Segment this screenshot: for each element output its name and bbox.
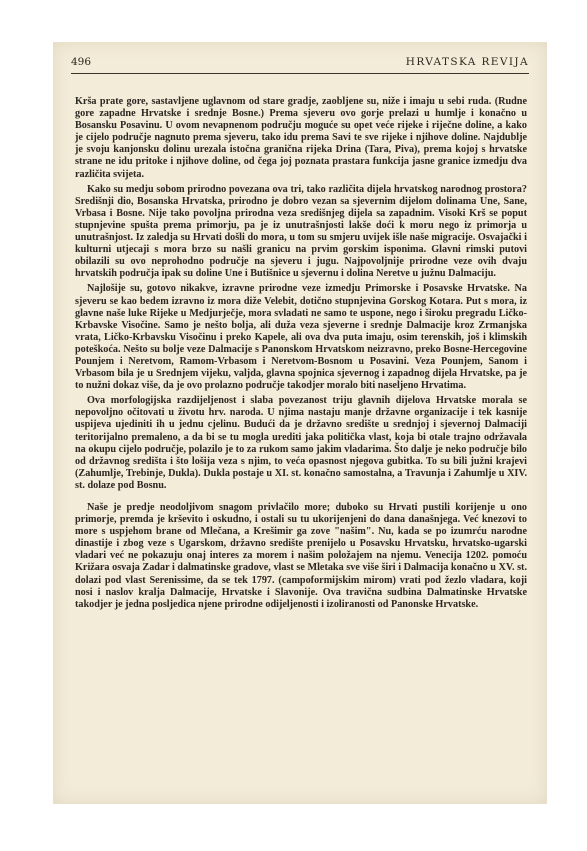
scanned-page [53,42,547,804]
journal-title: HRVATSKA REVIJA [405,56,529,68]
header-rule [71,73,529,74]
paragraph: Krša prate gore, sastavljene uglavnom od stare gradje, zaobljene su, niže i imaju u sebi ruda. (Rudne gore zapadne Hrvatske i srednje Bosne.) Prema sjeveru ovo gorje prelazi u humlje i konačno u Bosansku Posavinu. U ovom nevapnenom području moguće su opet veće rijeke i riječne doline, a kako je cijelo područje nagnuto prema sjeveru, tako idu prema Savi te sve rijeke i njihove doline. Najdublje je svoju kanjonsku dolinu urezala istočna granična rijeka Drina (Tara, Piva), prema kojoj s hrvatske strane ne idu pritoke i njihove doline, od čega joj poznata prastara funkcija jasne granice izmedju dva različita svijeta. [75,96,527,180]
page-number: 496 [71,56,92,68]
paragraph: Ova morfologijska razdijeljenost i slaba povezanost triju glavnih dijelova Hrvatske morala se nepovoljno očitovati u životu hrv. naroda. U njima nastaju manje državne organizacije i tek kasnije uspijeva ujediniti ih u jednu cjelinu. Budući da je državno središte u srednjoj i sjevernoj Dalmaciji teritorijalno premaleno, a da bi se tu mogla urediti jaka politička vlast, koja bi otale trajno održavala na okupu cijelo područje, polazilo je to za rukom samo jakim vladarima. Što dalje je neko područje bilo od državnog središta i što lošija veza s njim, to veća opasnost njegova gubitka. To su bili južni krajevi (Zahumlje, Trebinje, Dukla). Dukla postaje u XI. st. konačno samostalna, a Travunja i Zahumlje u XIV. st. dolaze pod Bosnu. [75,395,527,491]
body-text [75,96,527,614]
paragraph: Najlošije su, gotovo nikakve, izravne prirodne veze izmedju Primorske i Posavske Hrvatske. Na sjeveru se kao bedem izravno iz mora diže Velebit, dotično stupnjevina Gorskog Kotara. Put s mora, iz glavne naše luke Rijeke u Medjurječje, mora svladati ne samo te uspone, nego i široku pregradu Ličko-Krbavske Visočine. Samo je nešto bolja, ali duža veza sjeverne i srednje Dalmacije kroz Zrmanjska vrata, Ličko-Krbavsku Visočinu i preko Kapele, ali ova dva puta imaju, osim terenskih, još i klimskih poteškoća. Nešto su bolje veze Dalmacije s Panonskom Hrvatskom neizravno, preko Bosne-Hercegovine Pounjem i Neretvom, Ramom-Vrbasom i Neretvom-Bosnom u Posavini. Veza Pounjem, Sanom i Vrbasom bila je u Srednjem vijeku, valjda, glavna spojnica sjevernog i zapadnog dijela Hrvatske, pa je to nužni dokaz više, da je ovo prolazno područje takodjer moralo biti naseljeno Hrvatima. [75,283,527,392]
paragraph: Kako su medju sobom prirodno povezana ova tri, tako različita dijela hrvatskog narodnog prostora? Središnji dio, Bosanska Hrvatska, prirodno je dobro vezan sa sjevernim dijelom dolinama Une, Sane, Vrbasa i Bosne. Nije tako povoljna prirodna veza središnjeg dijela sa zapadnim. Visoki Krš se poput stupnjevine spušta prema primorju, pa je iz unutrašnjosti lakše doći k moru nego iz primorja u unutrašnjost. Iz zaledja su Hrvati došli do mora, u tom su smjeru uvijek išle naše migracije. Osvajački i kulturni utjecaji s mora brzo su našli granicu na prvim gorskim isponima. Glavni rimski putovi obilazili su ovo neprohodno područje na sjeveru i jugu. Najpovoljnije prirodne veze ovih dvaju hrvatskih područja ipak su doline Une i Butišnice u sjevernu i dolina Neretve u južnu Dalmaciju. [75,183,527,280]
running-header [71,56,529,72]
paragraph: Naše je predje neodoljivom snagom privlačilo more; duboko su Hrvati pustili korijenje u ono primorje, premda je krševito i oskudno, i ostali su tu ukorijenjeni do dana današnjega. Već knezovi to more s uspjehom brane od Mlečana, a Krešimir ga zove "našim". Nu, kada se po izumrću narodne dinastije i zbog veze s Ugarskom, državno središte prenijelo u Posavsku Hrvatsku, hrvatsko-ugarski vladari već ne pokazuju onaj interes za morem i našim položajem na njemu. Venecija 1202. pomoću Križara osvaja Zadar i dalmatinske gradove, vlast se Mletaka sve više širi i Dalmacija konačno u XV. st. dolazi pod vlast Serenissime, da se tek 1797. (campoformijskim mirom) vrati pod žezlo vladara, koji nosi i naslov kralja Dalmacije, Hrvatske i Slavonije. Ova travična sudbina Dalmatinske Hrvatske takodjer je jedna posljedica njene prirodne odijeljenosti i izoliranosti od Panonske Hrvatske. [75,502,527,610]
